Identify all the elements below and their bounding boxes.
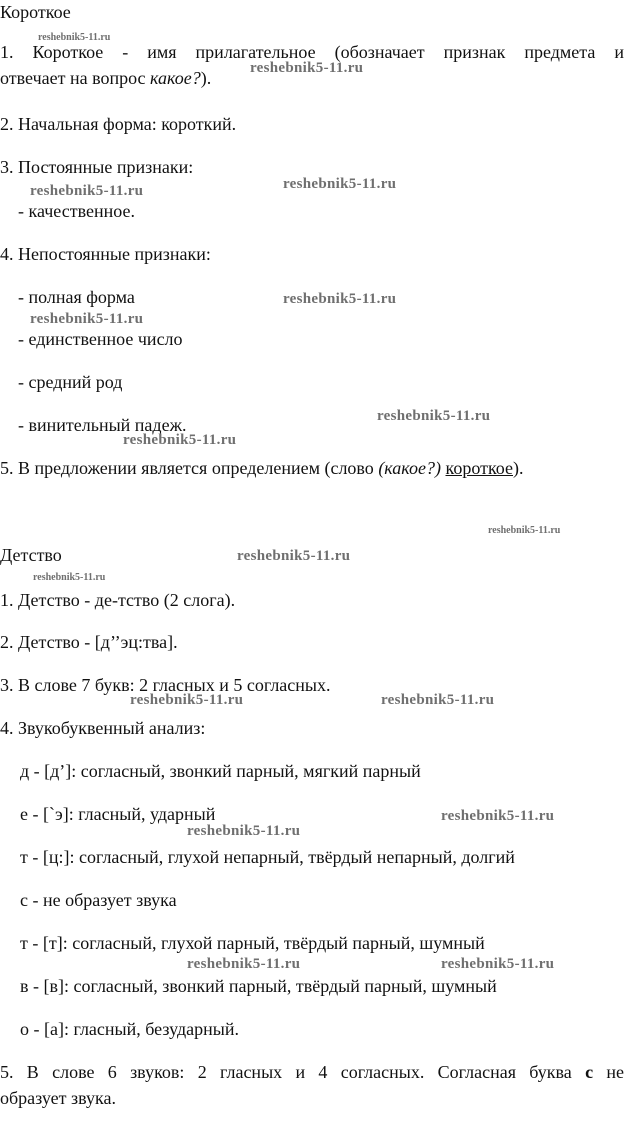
paragraph-4: 4. Непостоянные признаки: (0, 244, 211, 264)
paragraph-5: 5. В предложении является определением (слово (какое?) короткое). (0, 458, 524, 478)
watermark: reshebnik5-11.ru (283, 291, 397, 307)
watermark: reshebnik5-11.ru (187, 823, 301, 839)
paragraph-3: 3. Постоянные признаки: (0, 157, 194, 177)
s2-paragraph-3: 3. В слове 7 букв: 2 гласных и 5 согласных. (0, 675, 331, 695)
watermark: reshebnik5-11.ru (377, 408, 491, 424)
sound-analysis-item: о - [а]: гласный, безударный. (20, 1019, 239, 1039)
watermark: reshebnik5-11.ru (237, 548, 351, 564)
paragraph-4-item-1: - полная форма (18, 287, 135, 307)
sound-analysis-item: т - [ц:]: согласный, глухой непарный, твёрдый непарный, долгий (20, 847, 515, 867)
watermark: reshebnik5-11.ru (381, 692, 495, 708)
watermark: reshebnik5-11.ru (38, 32, 111, 43)
watermark: reshebnik5-11.ru (187, 956, 301, 972)
sound-analysis-item: с - не образует звука (20, 890, 177, 910)
sound-analysis-item: е - [`э]: гласный, ударный (20, 804, 216, 824)
paragraph-2: 2. Начальная форма: короткий. (0, 114, 237, 134)
watermark: reshebnik5-11.ru (33, 572, 106, 583)
watermark: reshebnik5-11.ru (250, 60, 364, 76)
watermark: reshebnik5-11.ru (283, 176, 397, 192)
watermark: reshebnik5-11.ru (30, 311, 144, 327)
paragraph-1-line-2: отвечает на вопрос какое?). (0, 68, 212, 88)
sound-analysis-item: д - [д’]: согласный, звонкий парный, мягкий парный (20, 761, 421, 781)
paragraph-4-item-4: - винительный падеж. (18, 415, 187, 435)
section-title-korotkoe: Короткое (0, 2, 71, 22)
s2-paragraph-1: 1. Детство - де-тство (2 слога). (0, 590, 236, 610)
sound-analysis-item: в - [в]: согласный, звонкий парный, твёрдый парный, шумный (20, 976, 497, 996)
paragraph-1-line-1: 1. Короткое - имя прилагательное (обозначает признак предмета и (0, 42, 624, 62)
paragraph-4-item-2: - единственное число (18, 329, 183, 349)
sound-analysis-item: т - [т]: согласный, глухой парный, твёрдый парный, шумный (20, 933, 485, 953)
watermark: reshebnik5-11.ru (30, 183, 144, 199)
watermark: reshebnik5-11.ru (441, 956, 555, 972)
watermark: reshebnik5-11.ru (130, 692, 244, 708)
watermark: reshebnik5-11.ru (488, 525, 561, 536)
section-title-detstvo: Детство (0, 545, 62, 565)
s2-paragraph-5-line-2: образует звука. (0, 1088, 116, 1108)
s2-paragraph-4: 4. Звукобуквенный анализ: (0, 718, 206, 738)
s2-paragraph-2: 2. Детство - [д’’эц:тва]. (0, 632, 178, 652)
paragraph-4-item-3: - средний род (18, 372, 123, 392)
watermark: reshebnik5-11.ru (441, 808, 555, 824)
s2-paragraph-5-line-1: 5. В слове 6 звуков: 2 гласных и 4 согласных. Согласная буква с не (0, 1062, 624, 1082)
watermark: reshebnik5-11.ru (123, 432, 237, 448)
paragraph-3-item-1: - качественное. (18, 201, 135, 221)
